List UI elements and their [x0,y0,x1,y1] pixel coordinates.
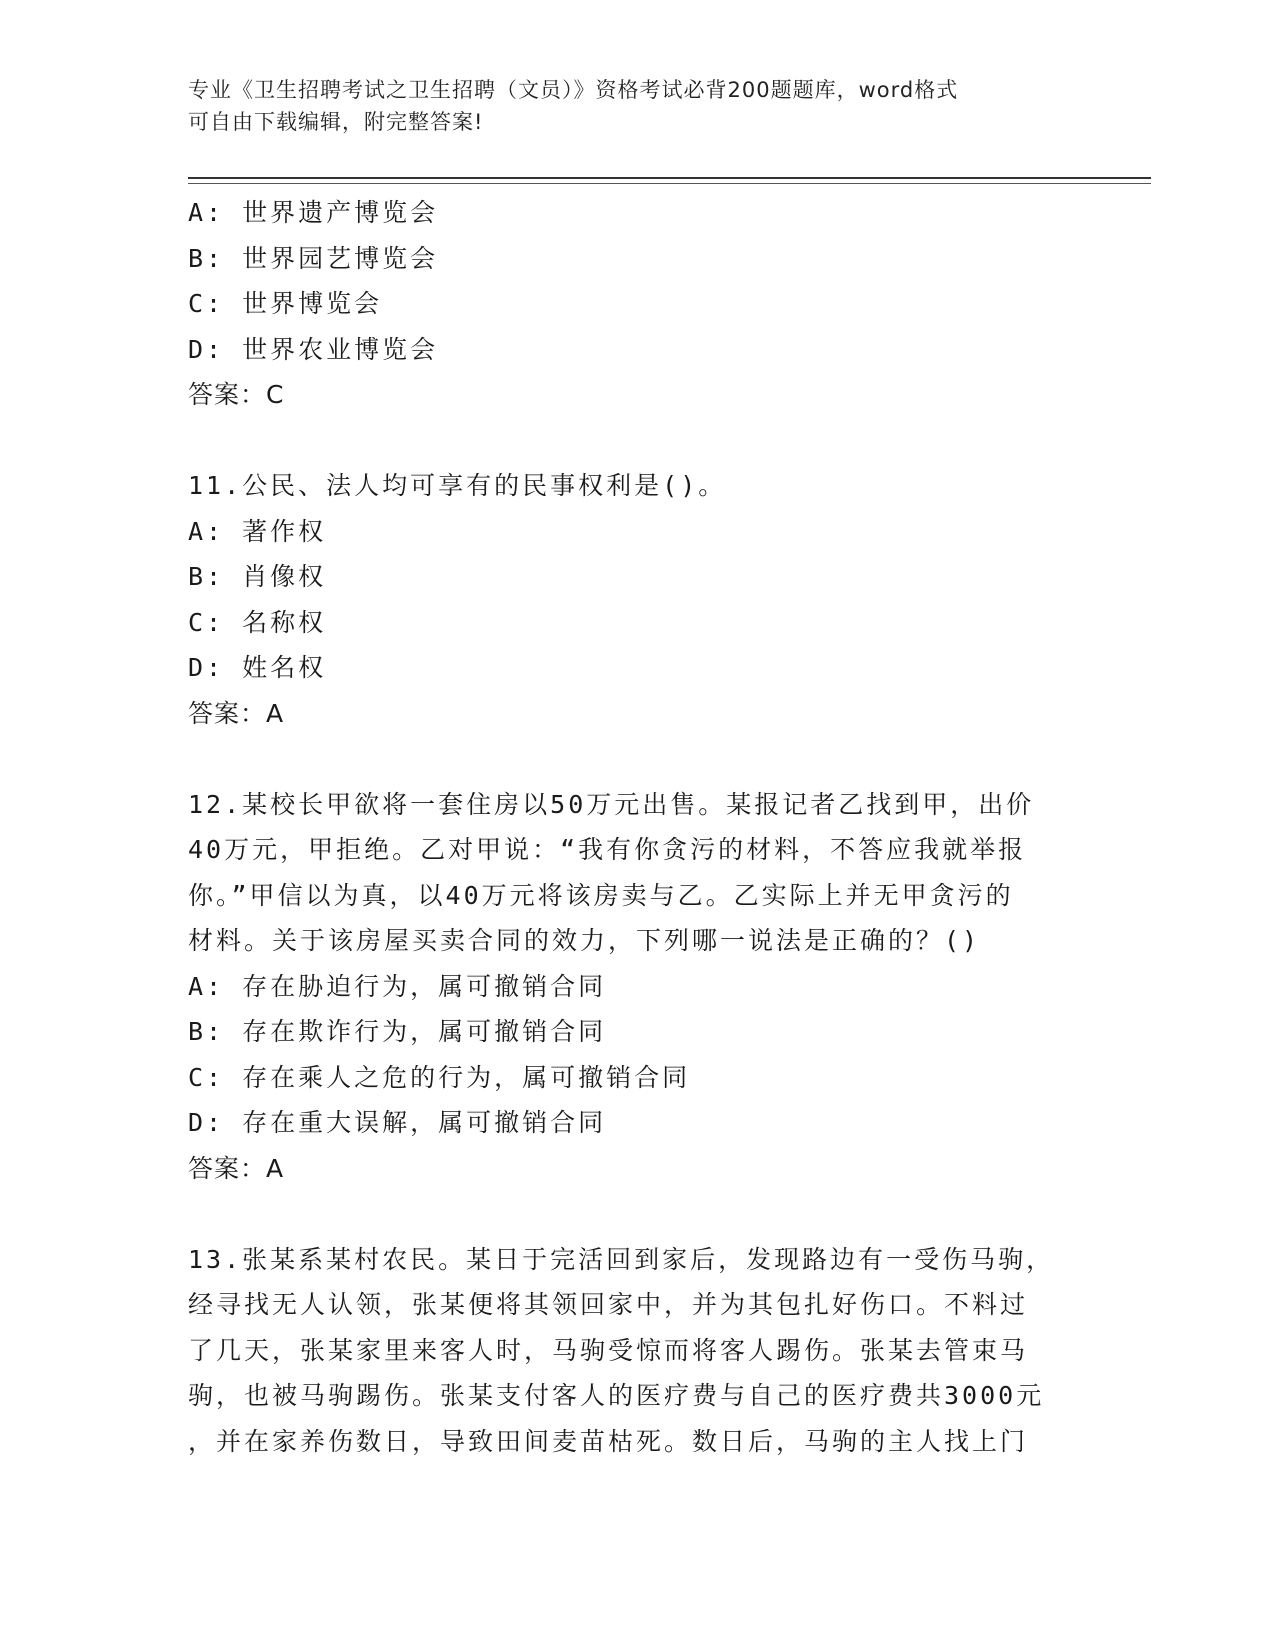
question-stem-line: 经寻找无人认领，张某便将其领回家中，并为其包扎好伤口。不料过 [188,1290,1029,1319]
answer: 答案：A [188,1153,285,1183]
option-b: B: 肖像权 [188,562,327,591]
option-b: B: 世界园艺博览会 [188,243,439,273]
document-header [188,74,1068,138]
question-stem-line: 材料。关于该房屋买卖合同的效力，下列哪一说法是正确的？() [188,926,981,955]
header-line-2: 可自由下载编辑，附完整答案! [188,110,484,134]
option-a: A: 世界遗产博览会 [188,198,439,227]
option-c: C: 名称权 [188,607,327,637]
question-stem-line: 12.某校长甲欲将一套住房以50万元出售。某报记者乙找到甲，出价 [188,789,1035,819]
question-stem-line: 13.张某系某村农民。某日于完活回到家后，发现路边有一受伤马驹， [188,1244,1055,1274]
question-gap [188,1191,1088,1237]
question-stem-line: 你。”甲信以为真，以40万元将该房卖与乙。乙实际上并无甲贪污的 [188,880,1014,910]
question-stem-line: 了几天，张某家里来客人时，马驹受惊而将客人踢伤。张某去管束马 [188,1335,1029,1365]
option-d: D: 世界农业博览会 [188,334,439,364]
answer: 答案：C [188,380,285,409]
question-stem-line: 40万元，甲拒绝。乙对甲说：“我有你贪污的材料，不答应我就举报 [188,835,1027,864]
option-c: C: 存在乘人之危的行为，属可撤销合同 [188,1062,691,1092]
header-rule-thin [188,183,1151,184]
option-c: C: 世界博览会 [188,289,383,318]
question-13 [188,1237,1088,1465]
question-stem-line: ，并在家养伤数日，导致田间麦苗枯死。数日后，马驹的主人找上门 [188,1426,1029,1456]
question-11 [188,463,1088,736]
option-a: A: 存在胁迫行为，属可撤销合同 [188,971,607,1001]
question-12 [188,782,1088,1192]
question-stem-line: 驹，也被马驹踢伤。张某支付客人的医疗费与自己的医疗费共3000元 [188,1381,1045,1410]
question-10 [188,190,1088,418]
option-d: D: 姓名权 [188,653,327,682]
question-list [188,190,1088,1464]
header-line-1: 专业《卫生招聘考试之卫生招聘（文员）》资格考试必背200题题库，word格式 [188,78,959,102]
question-gap [188,736,1088,782]
answer: 答案：A [188,698,285,728]
option-d: D: 存在重大误解，属可撤销合同 [188,1108,607,1137]
header-rule-thick [188,177,1151,179]
option-a: A: 著作权 [188,516,327,546]
option-b: B: 存在欺诈行为，属可撤销合同 [188,1017,607,1046]
question-gap [188,418,1088,464]
question-stem-line: 11.公民、法人均可享有的民事权利是()。 [188,471,727,500]
